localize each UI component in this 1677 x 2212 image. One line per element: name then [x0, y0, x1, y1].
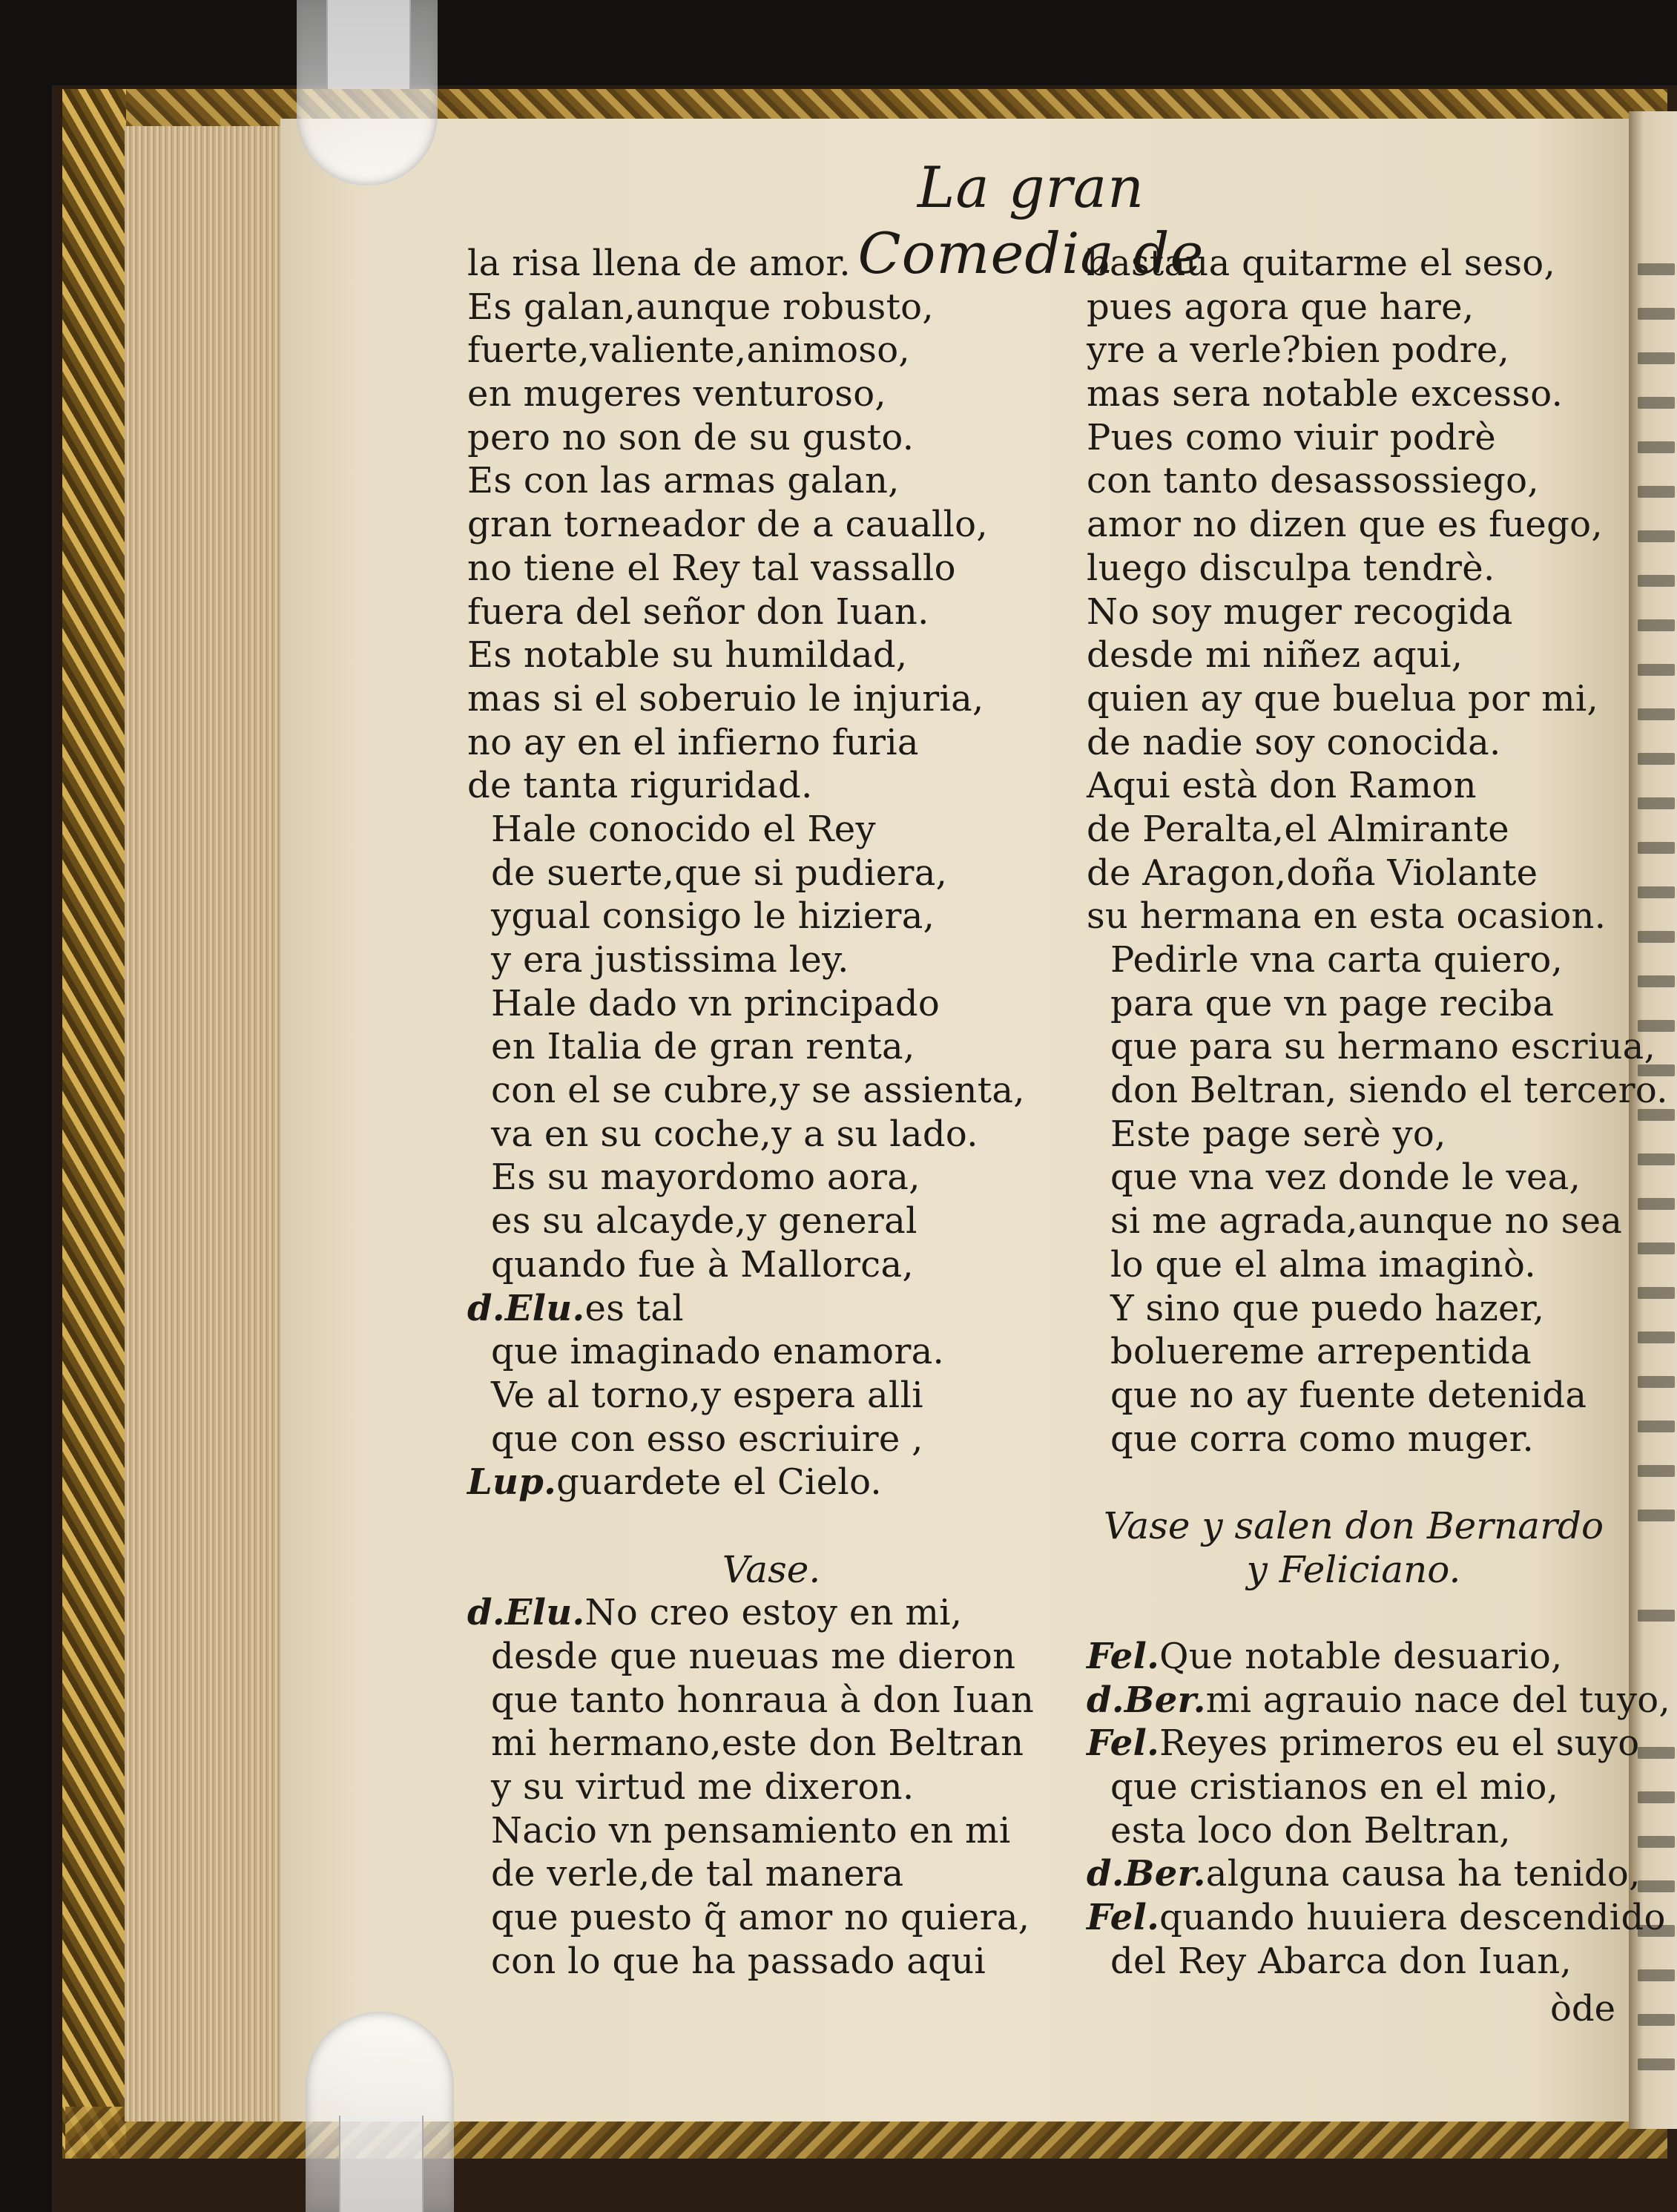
verse-line — [467, 1025, 1075, 1069]
verse-line — [467, 1330, 1075, 1374]
verse-text: que cristianos en el mio, — [1110, 1766, 1559, 1808]
verse-line — [467, 1591, 1075, 1635]
verse-line — [1087, 329, 1621, 372]
verse-line — [467, 677, 1075, 721]
verse-line — [467, 1156, 1075, 1199]
verse-line — [467, 372, 1075, 416]
stage-direction: y Feliciano. — [1246, 1547, 1461, 1591]
verse-text: es tal — [584, 1287, 684, 1329]
verse-line — [467, 895, 1075, 938]
facing-page-text-stub — [1638, 664, 1675, 676]
verse-line — [1087, 852, 1621, 895]
verse-line — [467, 721, 1075, 765]
facing-page-text-stub — [1638, 1421, 1675, 1432]
verse-text: amor no dizen que es fuego, — [1087, 504, 1603, 546]
verse-text: es su alcayde,y general — [491, 1200, 917, 1242]
clip-band — [339, 2116, 424, 2212]
verse-text: de nadie soy conocida. — [1087, 721, 1501, 763]
right-text-column — [1087, 242, 1671, 1984]
verse-line — [1087, 1418, 1621, 1461]
verse-line — [467, 852, 1075, 895]
catchword: òde — [1550, 1988, 1616, 2030]
verse-line — [1087, 808, 1621, 852]
verse-line — [1087, 1243, 1621, 1287]
facing-page-text-stub — [1638, 575, 1675, 587]
verse-text: del Rey Abarca don Iuan, — [1110, 1940, 1572, 1982]
verse-text: quando fue à Mallorca, — [491, 1243, 914, 1286]
verse-text: que puesto q̃ amor no quiera, — [491, 1897, 1030, 1939]
verse-text: don Beltran, siendo el tercero. — [1110, 1070, 1668, 1112]
verse-text: de Peralta,el Almirante — [1087, 808, 1509, 850]
verse-line — [1087, 1156, 1621, 1199]
facing-page-text-stub — [1638, 1880, 1675, 1892]
verse-text: mi agrauio nace del tuyo, — [1205, 1679, 1671, 1721]
facing-page-text-stub — [1638, 975, 1675, 987]
verse-text: en Italia de gran renta, — [491, 1026, 915, 1068]
verse-text: que no ay fuente detenida — [1110, 1374, 1587, 1416]
verse-line — [467, 764, 1075, 808]
verse-line — [1087, 1635, 1621, 1679]
verse-text: Que notable desuario, — [1159, 1636, 1563, 1677]
verse-line — [1087, 242, 1621, 286]
verse-text: que vna vez donde le vea, — [1110, 1156, 1581, 1199]
verse-text: mas si el soberuio le injuria, — [467, 677, 984, 720]
facing-page-text-stub — [1638, 1153, 1675, 1165]
verse-line — [467, 1113, 1075, 1156]
verse-text: que tanto honraua à don Iuan — [491, 1679, 1035, 1721]
verse-text: Pues como viuir podrè — [1087, 416, 1496, 458]
facing-page-text-stub — [1638, 308, 1675, 320]
gilt-edge-left — [62, 89, 126, 2159]
verse-text: que corra como muger. — [1110, 1418, 1535, 1460]
verse-text: No soy muger recogida — [1087, 590, 1513, 633]
verse-text: gran torneador de a cauallo, — [467, 504, 988, 546]
verse-line — [467, 1069, 1075, 1113]
verse-text: desde mi niñez aqui, — [1087, 634, 1463, 677]
book-clip-top — [297, 0, 438, 185]
verse-line — [1087, 286, 1621, 329]
verse-text: mas sera notable excesso. — [1087, 373, 1564, 415]
verse-text: boluereme arrepentida — [1110, 1331, 1532, 1373]
facing-page-text-stub — [1638, 1198, 1675, 1210]
facing-page-edge — [1629, 111, 1677, 2129]
verse-text: Es notable su humildad, — [467, 634, 908, 677]
verse-line — [1087, 1113, 1621, 1156]
verse-line — [467, 1418, 1075, 1461]
verse-text: que con esso escriuire , — [491, 1418, 923, 1460]
verse-line — [1087, 372, 1621, 416]
verse-text: de suerte,que si pudiera, — [491, 852, 948, 894]
verse-line — [467, 1679, 1075, 1722]
verse-line — [1087, 1809, 1621, 1853]
verse-line — [467, 547, 1075, 590]
stage-direction: Vase y salen don Bernardo — [1103, 1504, 1604, 1547]
verse-text: desde que nueuas me dieron — [491, 1636, 1016, 1677]
verse-text: Y sino que puedo hazer, — [1110, 1287, 1545, 1329]
facing-page-text-stub — [1638, 1465, 1675, 1477]
verse-text: fuerte,valiente,animoso, — [467, 329, 910, 372]
blank-line — [467, 1504, 1075, 1548]
verse-text: lo que el alma imaginò. — [1110, 1243, 1536, 1286]
verse-line — [467, 242, 1075, 286]
verse-line — [1087, 503, 1621, 547]
verse-text: No creo estoy en mi, — [584, 1592, 963, 1634]
verse-line — [1087, 895, 1621, 938]
facing-page-text-stub — [1638, 931, 1675, 943]
speaker-label: Fel. — [1087, 1636, 1160, 1677]
facing-page-text-stub — [1638, 886, 1675, 898]
verse-line — [1087, 1287, 1621, 1331]
verse-line — [1087, 416, 1621, 460]
verse-text: quando huuiera descendido — [1159, 1897, 1666, 1939]
verse-text: guardete el Cielo. — [556, 1461, 882, 1504]
verse-line — [1087, 1896, 1666, 1940]
facing-page-text-stub — [1638, 263, 1675, 275]
verse-line — [467, 808, 1075, 852]
verse-line — [467, 1765, 1075, 1809]
verse-text: esta loco don Beltran, — [1110, 1809, 1511, 1851]
facing-page-text-stub — [1638, 753, 1675, 765]
verse-line — [467, 1635, 1075, 1679]
verse-text: de tanta riguridad. — [467, 765, 813, 807]
speaker-label: Fel. — [1087, 1722, 1160, 1765]
page-edges — [125, 126, 283, 2122]
verse-line — [467, 982, 1075, 1026]
facing-page-text-stub — [1638, 1332, 1675, 1343]
verse-line — [467, 1374, 1075, 1418]
verse-text: su hermana en esta ocasion. — [1087, 895, 1607, 938]
facing-page-text-stub — [1638, 486, 1675, 498]
verse-line — [1087, 590, 1621, 634]
verse-line — [1087, 1940, 1621, 1984]
verse-line — [467, 590, 1075, 634]
verse-line — [1087, 1330, 1621, 1374]
verse-text: no ay en el infierno furia — [467, 721, 919, 763]
verse-line — [467, 286, 1075, 329]
facing-page-text-stub — [1638, 352, 1675, 364]
verse-text: fuera del señor don Iuan. — [467, 590, 929, 633]
verse-text: para que vn page reciba — [1110, 982, 1555, 1024]
verse-line — [1087, 1069, 1668, 1113]
verse-text: mi hermano,este don Beltran — [491, 1722, 1024, 1765]
verse-line — [467, 1722, 1075, 1765]
verse-line — [1087, 1199, 1621, 1243]
verse-text: pero no son de su gusto. — [467, 416, 915, 458]
verse-line — [1087, 764, 1621, 808]
verse-line — [1087, 1765, 1621, 1809]
verse-line — [467, 1852, 1075, 1896]
facing-page-text-stub — [1638, 2014, 1675, 2026]
verse-line — [1087, 721, 1621, 765]
facing-page-text-stub — [1638, 1791, 1675, 1803]
verse-text: no tiene el Rey tal vassallo — [467, 547, 956, 589]
facing-page-text-stub — [1638, 397, 1675, 409]
verse-line — [1087, 459, 1621, 503]
verse-text: y su virtud me dixeron. — [491, 1766, 915, 1808]
verse-line — [467, 938, 1075, 982]
facing-page-text-stub — [1638, 441, 1675, 453]
blank-line — [1087, 1591, 1621, 1635]
verse-text: Hale conocido el Rey — [491, 808, 876, 850]
verse-line — [467, 416, 1075, 460]
facing-page-text-stub — [1638, 1242, 1675, 1254]
verse-text: con tanto desassossiego, — [1087, 460, 1539, 502]
facing-page-text-stub — [1638, 1510, 1675, 1521]
verse-line — [467, 633, 1075, 677]
verse-text: de Aragon,doña Violante — [1087, 852, 1538, 894]
verse-text: Aqui està don Ramon — [1087, 765, 1477, 807]
running-head: La gran Comedia de — [857, 154, 1205, 286]
verse-text: que para su hermano escriua, — [1110, 1026, 1656, 1068]
verse-text: la risa llena de amor. — [467, 243, 851, 284]
verse-text: yre a verle?bien podre, — [1087, 329, 1510, 372]
speaker-label: Fel. — [1087, 1897, 1160, 1939]
verse-line — [1087, 1679, 1671, 1722]
verse-text: y era justissima ley. — [491, 939, 849, 981]
verse-text: Pedirle vna carta quiero, — [1110, 939, 1564, 981]
speaker-label: d.Ber. — [1087, 1853, 1206, 1895]
verse-text: Reyes primeros eu el suyo — [1159, 1722, 1640, 1765]
facing-page-text-stub — [1638, 1610, 1675, 1622]
verse-text: con el se cubre,y se assienta, — [491, 1070, 1025, 1112]
verse-line — [1087, 1374, 1621, 1418]
book-clip-bottom — [306, 2012, 454, 2212]
verse-text: Nacio vn pensamiento en mi — [491, 1809, 1011, 1851]
verse-line — [467, 459, 1075, 503]
speaker-label: d.Elu. — [467, 1287, 585, 1329]
blank-line — [1087, 1461, 1621, 1504]
facing-page-text-stub — [1638, 1836, 1675, 1848]
verse-text: luego disculpa tendrè. — [1087, 547, 1495, 589]
facing-page-text-stub — [1638, 1376, 1675, 1388]
facing-page-text-stub — [1638, 797, 1675, 809]
verse-line — [467, 1243, 1075, 1287]
verse-line — [467, 329, 1075, 372]
facing-page-text-stub — [1638, 708, 1675, 720]
facing-page-text-stub — [1638, 842, 1675, 854]
verse-text: si me agrada,aunque no sea — [1110, 1200, 1623, 1242]
verse-text: pues agora que hare, — [1087, 286, 1475, 328]
verse-text: que imaginado enamora. — [491, 1331, 945, 1373]
verse-line — [1087, 547, 1621, 590]
verse-line — [467, 1809, 1075, 1853]
verse-text: Es con las armas galan, — [467, 460, 900, 502]
verse-line — [467, 1940, 1075, 1984]
verse-text: de verle,de tal manera — [491, 1853, 904, 1895]
verse-text: va en su coche,y a su lado. — [491, 1113, 978, 1155]
verse-text: en mugeres venturoso, — [467, 373, 886, 415]
left-text-column — [467, 242, 1075, 1984]
facing-page-text-stub — [1638, 1969, 1675, 1981]
speaker-label: d.Elu. — [467, 1592, 585, 1634]
facing-page-text-stub — [1638, 1287, 1675, 1299]
facing-page-text-stub — [1638, 619, 1675, 631]
verse-line — [467, 503, 1075, 547]
verse-text: Es galan,aunque robusto, — [467, 286, 934, 328]
verse-line — [467, 1199, 1075, 1243]
verse-text: alguna causa ha tenido, — [1205, 1853, 1641, 1895]
verse-line — [1087, 1722, 1640, 1765]
facing-page-text-stub — [1638, 1747, 1675, 1759]
verse-line — [1087, 1025, 1656, 1069]
clip-band — [326, 0, 411, 89]
verse-line — [1087, 633, 1621, 677]
verse-line — [467, 1287, 1075, 1331]
verse-text: bastaua quitarme el seso, — [1087, 243, 1556, 284]
speaker-label: d.Ber. — [1087, 1679, 1206, 1721]
verse-text: ygual consigo le hiziera, — [491, 895, 935, 938]
verse-text: Hale dado vn principado — [491, 982, 940, 1024]
stage-direction: Vase. — [722, 1547, 821, 1591]
verse-text: Este page serè yo, — [1110, 1113, 1446, 1155]
verse-text: Ve al torno,y espera alli — [491, 1374, 923, 1416]
verse-line — [467, 1896, 1075, 1940]
verse-text: con lo que ha passado aqui — [491, 1940, 986, 1982]
verse-line — [1087, 1852, 1641, 1896]
verse-line — [1087, 938, 1621, 982]
verse-text: quien ay que buelua por mi, — [1087, 677, 1599, 720]
facing-page-text-stub — [1638, 530, 1675, 542]
facing-page-text-stub — [1638, 2058, 1675, 2070]
verse-line — [1087, 982, 1621, 1026]
verse-line — [467, 1461, 1075, 1504]
verse-text: Es su mayordomo aora, — [491, 1156, 920, 1199]
speaker-label: Lup. — [467, 1461, 557, 1504]
verse-line — [1087, 677, 1621, 721]
